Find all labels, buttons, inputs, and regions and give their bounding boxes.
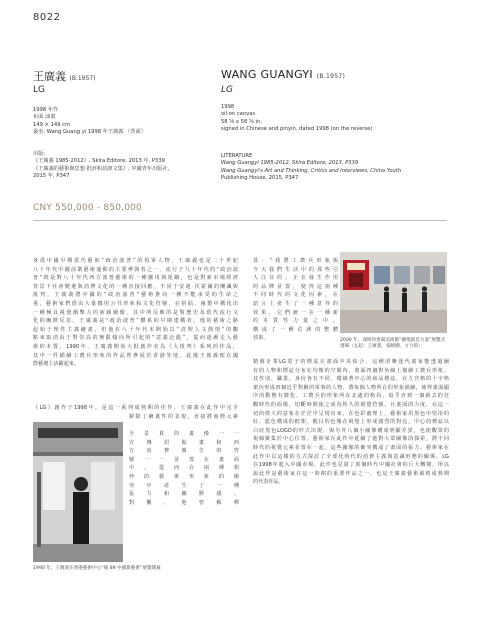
- literature-cn: [33, 151, 169, 181]
- essay-line: 在1998年進入中國市場，此作也見證了那個時代中國社會的巨大轉變，所以: [253, 462, 449, 469]
- lot-number: 8022: [33, 12, 61, 23]
- spec-en-line: 1998: [221, 104, 235, 110]
- artist-years-cn: (B.1957): [69, 75, 96, 82]
- essay-line: 時代的視覺元素並置在一起，這些圖像的衝突構成了畫面的張力。藝術家在: [253, 444, 449, 451]
- essay-line: 切的偉大的意象在茫茫中呈現出來，在色彩處理上，藝術家用黑色中堅用的: [253, 410, 449, 417]
- essay-line: 術的本質。1990年，王廣義開始大批創作名為《大批判》系列的作品，: [33, 343, 238, 350]
- essay-line: 今天我們生活中的那些引: [253, 266, 338, 273]
- essay-line: 的代表作品。: [253, 479, 284, 486]
- essay-line: 精圓企業LG電子的標誌在畫面中央結合，這種清晰迷代畫家能透過圖: [253, 359, 449, 365]
- essay-line: 突中產生了一種: [129, 482, 239, 489]
- spec-en-line: 58 ⅝ x 58 ⅝ in.: [221, 118, 262, 125]
- essay-line: 一種極具視覺衝擊力的新穎圖像，其中所反映的是對歷史及當代流行文: [33, 309, 238, 316]
- essay-line: 普”既是對八十年代西方波普藝術的一種挪用與延續，也是對新市場經濟: [33, 275, 238, 282]
- essay-line: 效果。: [253, 335, 269, 342]
- essay-line: 紅、藍色構成的框架，醒目的色塊在視覺上形成強烈的對比，中心的標誌以: [253, 419, 449, 426]
- essay-line: 悖的藝術形象的衝: [129, 473, 239, 480]
- essay-line: 際藝壇上活躍起來。: [33, 361, 79, 368]
- essay-line: 號一一並置在畫面: [129, 456, 239, 463]
- essay-line: 觀時代的面像，切斷時間使之成為恆久的視覺符號。且畫面的力度，在這一: [253, 401, 449, 408]
- essay-line: 視線聚集於中心位置。藝術家在此作中延續了他對大眾圖像的探索，將不同: [253, 436, 449, 443]
- artist-name-cn: [33, 68, 95, 84]
- literature-cn-line: 2015 年, P347: [33, 173, 70, 180]
- essay-line: 身爲中國早期當代藝術“政治波普”的領軍人物，王廣義也是二十世紀: [33, 258, 238, 264]
- essay-line: 張力和幽默感。: [129, 491, 239, 498]
- spec-en-line: oil on canvas: [221, 111, 256, 118]
- essay-line: 不同時代的文化因素，在: [253, 292, 338, 299]
- essay-line: 人注目的、正在發生作用: [253, 275, 338, 282]
- essay-column-1-para2: [33, 404, 238, 421]
- literature-en-line: Wang Guangyi 1985-2012, Skira Editore, 2013, P339: [221, 160, 359, 167]
- essay-line: 起始于理性主義繪畫，但他在八十年代末開始以“清理人文熱情”的觀: [33, 326, 238, 333]
- essay-line: 化的幽默反思。王廣義是“政治波普”體系的早期建構者，他的藝術之路: [33, 318, 238, 325]
- literature-cn-line: 《王廣義 1985-2012》, Skira Editore, 2013 年, P339: [33, 158, 165, 165]
- archival-photo: [33, 422, 123, 562]
- essay-line: 效果，它們統一在一種新: [253, 309, 338, 316]
- essay-line: 序的動態有變化，工農兵的形象所在北處的格局，似乎直到一個啟去的狂: [253, 393, 449, 400]
- essay-column-2-bottom: [253, 358, 449, 487]
- essay-line: 構成了一種荒謬的整體: [253, 326, 338, 333]
- essay-line: 語言上產生了一種意外的: [253, 300, 338, 307]
- literature-en: [221, 153, 401, 183]
- artist-years-en: (B.1957): [316, 73, 346, 80]
- literature-en-line: Wang Guangyi's Art and Thinking, Critics and Interviews, China Youth: [221, 167, 402, 174]
- work-title-en: LG: [221, 85, 233, 95]
- essay-line: 爲：“我將工農兵形象與: [253, 258, 338, 264]
- essay-line: 的本質性力量之中。: [253, 318, 338, 325]
- photo-caption-left: 1990 年，王廣義在香港藝術中心“後 89 中國新藝術”展覽開幕: [33, 566, 161, 571]
- spec-cn-line: 149 × 149 cm: [33, 121, 71, 128]
- essay-line: 說此作是藝術家在這一時期的重要作品之一，也是王廣義藝術風格成熟期: [253, 470, 449, 477]
- essay-line: 重，藝術家們借由大量挪用公共形象和文化符號，在拼貼、複製中構化出: [33, 300, 238, 307]
- spec-en-line: signed in Chinese and pinyin, dated 1998 (on the reverse): [221, 126, 373, 133]
- spec-cn-line: 簽名: Wang Guang yi 1998 年王廣義 （背面）: [33, 129, 146, 136]
- essay-line: 其中一件描繪工農兵形象的作品曾參展於香港等地，此後王廣義便在國: [33, 352, 238, 359]
- literature-cn-line: 《王廣義的藝術與思想 批評和訪談文集》, 中國青年出版社,: [33, 165, 170, 172]
- artist-name-en-text: WANG GUANGYI: [221, 68, 313, 81]
- essay-line: 點來取消由于對崇高的無限傾向所引起的“意義泛濫”，從而逐漸走入藝: [33, 335, 238, 342]
- spec-cn: [33, 107, 146, 137]
- estimate: CNY 550,000 - 850,000: [33, 203, 142, 213]
- literature-cn-heading: 出版:: [33, 151, 46, 157]
- essay-line: 八十年代中國前衛藝術運動的主要參與者之一。流行于九十年代的“政治波: [33, 266, 238, 273]
- essay-line: 方消費廣告的符: [129, 448, 239, 455]
- artist-name-cn-text: 王廣義: [33, 70, 66, 83]
- essay-line: 白底黑色LOGO的形式出現，與另外八個小圖像構成明顯差異，也使觀眾的: [253, 427, 449, 434]
- essay-line: 此作中以這樣的方式探討了全球化時代的消費主義與意識形態的關係。LG: [253, 453, 449, 460]
- exhibition-photo-graphic: [340, 252, 447, 333]
- essay-line: 宣傳招貼畫和西: [129, 439, 239, 446]
- spec-en: [221, 104, 372, 134]
- essay-line: 有的人物和標誌分布在均衡的空間內，畫面四個對角線上描繪工農兵形象。: [253, 367, 449, 374]
- exhibition-photo: [340, 252, 447, 333]
- essay-line: 對觀、他曾解釋: [129, 499, 239, 506]
- essay-column-2-top: [253, 257, 338, 343]
- photo-caption-right: 2000 年，深圳何香凝美術館“圖像就是力量”展覽式現場（左起：王廣義、張曉剛、方力鈞）: [340, 338, 446, 350]
- essay-line: 的品牌並置，使得這兩種: [253, 283, 338, 290]
- essay-line: 中。從而在兩種相: [129, 465, 239, 472]
- spec-cn-line: 1998 年作: [33, 107, 59, 113]
- literature-en-line: Publishing House, 2015, P347: [221, 175, 299, 182]
- essay-column-1: [33, 257, 238, 369]
- section-divider: [33, 220, 447, 221]
- work-title-cn: LG: [33, 85, 45, 95]
- artist-name-en: [221, 68, 345, 81]
- essay-line: 批判，王廣義將中國的“政治波普”藝術推向一種不能承受的生命之: [33, 292, 238, 299]
- essay-line: 《LG》創作于1998年，是這一系列成熟期的佳作。王廣義在此作中完全: [33, 405, 238, 411]
- essay-line: 架內形成四個近乎對稱的軍事的人物，將每個人物所在的形象描繪，使得畫面顯: [253, 384, 449, 391]
- essay-line: 全景貫的畫像一一: [129, 431, 239, 437]
- literature-en-heading: LITERATURE: [221, 153, 253, 159]
- essay-column-1-wrap: [129, 430, 239, 507]
- essay-line: 摒除了繪畫性的表現，直接將商標元素: [129, 413, 238, 420]
- essay-line: 其性別、職業、身份各有不同，環繞著中心的商品標誌，在九宮格的十字格: [253, 376, 449, 383]
- spec-cn-line: 布面 油畫: [33, 114, 56, 121]
- archival-photo-graphic: [33, 422, 123, 562]
- essay-line: 背景下社會變遷與消費文化的一種直接回應。不同于安迪·沃霍爾的嘲諷與: [33, 283, 238, 290]
